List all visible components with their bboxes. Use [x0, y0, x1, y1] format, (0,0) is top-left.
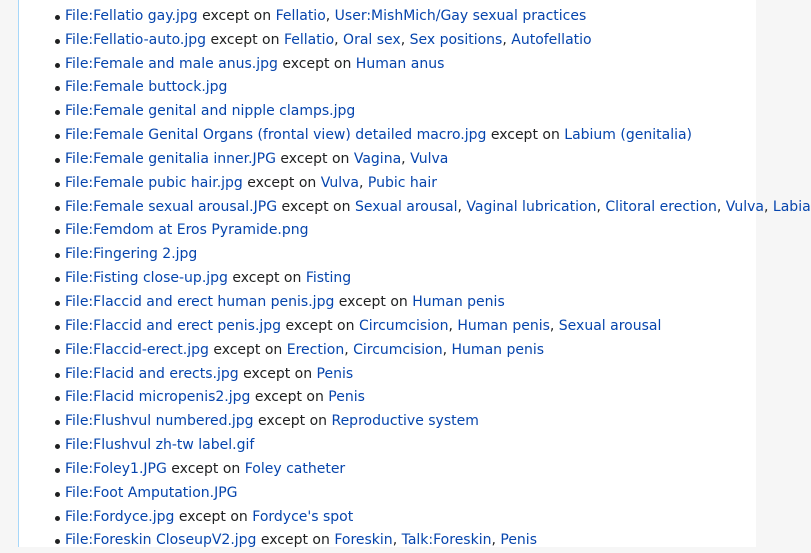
page-link[interactable]: Labium (genitalia)	[564, 127, 693, 144]
list-item	[19, 148, 779, 172]
bullet-icon	[55, 63, 60, 68]
list-item	[19, 529, 779, 553]
comma-separator: ,	[491, 532, 501, 549]
bullet-icon	[55, 110, 60, 115]
page-link[interactable]: Reproductive system	[331, 413, 479, 430]
bullet-icon	[55, 539, 60, 544]
page-link[interactable]: Fisting	[305, 270, 352, 287]
page-link[interactable]: Sexual arousal	[354, 198, 458, 215]
comma-separator: ,	[400, 31, 410, 48]
comma-separator: ,	[502, 31, 512, 48]
page-link[interactable]: Oral sex	[343, 31, 401, 48]
except-on-label: except on	[178, 508, 248, 525]
list-item	[19, 410, 779, 434]
list-item	[19, 100, 779, 124]
file-link[interactable]: File:Flaccid and erect penis.jpg	[65, 317, 282, 334]
page-link[interactable]: Clitoral erection	[605, 198, 717, 215]
page-link[interactable]: Vaginal lubrication	[466, 198, 597, 215]
file-link[interactable]: File:Flacid micropenis2.jpg	[65, 389, 251, 406]
comma-separator: ,	[358, 174, 368, 191]
file-link[interactable]: File:Foot Amputation.JPG	[65, 484, 238, 501]
page-link[interactable]: Sexual arousal	[558, 317, 662, 334]
except-on-label: except on	[171, 460, 241, 477]
page-link[interactable]: Vulva	[725, 198, 765, 215]
file-link[interactable]: File:Foreskin CloseupV2.jpg	[65, 532, 257, 549]
bullet-icon	[55, 301, 60, 306]
except-on-label: except on	[210, 31, 280, 48]
bullet-icon	[55, 492, 60, 497]
list-item	[19, 458, 779, 482]
list-item	[19, 482, 779, 506]
page-link[interactable]: Human penis	[412, 293, 505, 310]
page-link[interactable]: Penis	[500, 532, 537, 549]
list-item	[19, 506, 779, 530]
file-link[interactable]: File:Fingering 2.jpg	[65, 246, 198, 263]
except-on-label: except on	[247, 174, 317, 191]
comma-separator: ,	[457, 198, 467, 215]
except-on-label: except on	[285, 317, 355, 334]
bullet-icon	[55, 277, 60, 282]
bullet-icon	[55, 325, 60, 330]
file-link[interactable]: File:Female buttock.jpg	[65, 79, 228, 96]
file-link[interactable]: File:Femdom at Eros Pyramide.png	[65, 222, 309, 239]
file-link[interactable]: File:Fordyce.jpg	[65, 508, 175, 525]
file-link[interactable]: File:Female genital and nipple clamps.jpg	[65, 103, 356, 120]
page-link[interactable]: Vulva	[320, 174, 359, 191]
list-item	[19, 196, 811, 220]
list-item	[19, 386, 779, 410]
bullet-icon	[55, 182, 60, 187]
page-link[interactable]: Autofellatio	[511, 31, 592, 48]
list-item	[19, 53, 779, 77]
file-link[interactable]: File:Flushvul numbered.jpg	[65, 413, 254, 430]
page-link[interactable]: Foley catheter	[244, 460, 346, 477]
bullet-icon	[55, 158, 60, 163]
list-item	[19, 5, 779, 29]
except-on-label: except on	[282, 55, 352, 72]
bullet-icon	[55, 229, 60, 234]
comma-separator: ,	[716, 198, 726, 215]
except-on-label: except on	[243, 365, 313, 382]
except-on-label: except on	[490, 127, 560, 144]
page-link[interactable]: Human penis	[451, 341, 545, 358]
file-link[interactable]: File:Fisting close-up.jpg	[65, 270, 228, 287]
list-item	[19, 291, 779, 315]
bullet-icon	[55, 39, 60, 44]
comma-separator: ,	[596, 198, 606, 215]
list-item	[19, 339, 779, 363]
page-link[interactable]: Vulva	[410, 150, 449, 167]
list-item	[19, 267, 779, 291]
file-link[interactable]: File:Female genitalia inner.JPG	[65, 150, 276, 167]
bullet-icon	[55, 349, 60, 354]
bullet-icon	[55, 396, 60, 401]
file-usage-list	[19, 0, 811, 553]
content-area	[19, 0, 811, 549]
except-on-label: except on	[232, 270, 302, 287]
list-item	[19, 76, 779, 100]
except-on-label: except on	[338, 293, 408, 310]
page-link[interactable]: User:MishMich/Gay sexual practices	[334, 7, 587, 24]
list-item	[19, 124, 779, 148]
bullet-icon	[55, 420, 60, 425]
file-link[interactable]: File:Foley1.JPG	[65, 460, 167, 477]
comma-separator: ,	[392, 532, 402, 549]
comma-separator: ,	[334, 31, 344, 48]
page-link[interactable]: Talk:Foreskin	[401, 532, 492, 549]
comma-separator: ,	[764, 198, 773, 215]
list-item	[19, 315, 779, 339]
list-item	[19, 219, 779, 243]
page-link[interactable]: Circumcision	[353, 341, 443, 358]
page-link[interactable]: Penis	[328, 389, 365, 406]
except-on-label: except on	[281, 198, 351, 215]
page-link[interactable]: Human anus	[355, 55, 445, 72]
page-link[interactable]: Fellatio	[275, 7, 326, 24]
file-link[interactable]: File:Fellatio gay.jpg	[65, 7, 198, 24]
bullet-icon	[55, 468, 60, 473]
page-link[interactable]: Penis	[316, 365, 354, 382]
list-item	[19, 363, 779, 387]
except-on-label: except on	[280, 150, 350, 167]
bullet-icon	[55, 373, 60, 378]
except-on-label: except on	[258, 413, 328, 430]
except-on-label: except on	[202, 7, 272, 24]
list-item	[19, 243, 779, 267]
bullet-icon	[55, 444, 60, 449]
bullet-icon	[55, 134, 60, 139]
comma-separator: ,	[549, 317, 559, 334]
page-link[interactable]: Erection	[286, 341, 345, 358]
comma-separator: ,	[344, 341, 354, 358]
list-item	[19, 29, 779, 53]
page-link[interactable]: Sex positions	[409, 31, 503, 48]
list-item	[19, 434, 779, 458]
file-link[interactable]: File:Fellatio-auto.jpg	[65, 31, 207, 48]
list-item	[19, 172, 779, 196]
file-link[interactable]: File:Flushvul zh-tw label.gif	[65, 437, 255, 454]
page-link[interactable]: Fellatio	[283, 31, 335, 48]
sidebar-edge	[0, 0, 19, 547]
file-link[interactable]: File:Flaccid-erect.jpg	[65, 341, 209, 358]
page-link[interactable]: Labia	[772, 198, 811, 215]
file-link[interactable]: File:Female Genital Organs (frontal view) detailed macro.jpg	[65, 127, 487, 144]
comma-separator: ,	[442, 341, 452, 358]
bullet-icon	[55, 253, 60, 258]
bullet-icon	[55, 86, 60, 91]
except-on-label: except on	[213, 341, 283, 358]
bullet-icon	[55, 516, 60, 521]
page-link[interactable]: Foreskin	[334, 532, 393, 549]
comma-separator: ,	[401, 150, 411, 167]
except-on-label: except on	[260, 532, 330, 549]
file-link[interactable]: File:Female and male anus.jpg	[65, 55, 278, 72]
page-link[interactable]: Fordyce's spot	[252, 508, 354, 525]
comma-separator: ,	[448, 317, 458, 334]
bullet-icon	[55, 206, 60, 211]
page-link[interactable]: Vagina	[353, 150, 402, 167]
file-link[interactable]: File:Flaccid and erect human penis.jpg	[65, 293, 335, 310]
file-link[interactable]: File:Female pubic hair.jpg	[65, 174, 243, 191]
page-link[interactable]: Pubic hair	[367, 174, 437, 191]
page-link[interactable]: Circumcision	[358, 317, 449, 334]
bullet-icon	[55, 15, 60, 20]
comma-separator: ,	[325, 7, 335, 24]
file-link[interactable]: File:Flacid and erects.jpg	[65, 365, 239, 382]
file-link[interactable]: File:Female sexual arousal.JPG	[65, 198, 278, 215]
page-link[interactable]: Human penis	[457, 317, 550, 334]
except-on-label: except on	[254, 389, 324, 406]
